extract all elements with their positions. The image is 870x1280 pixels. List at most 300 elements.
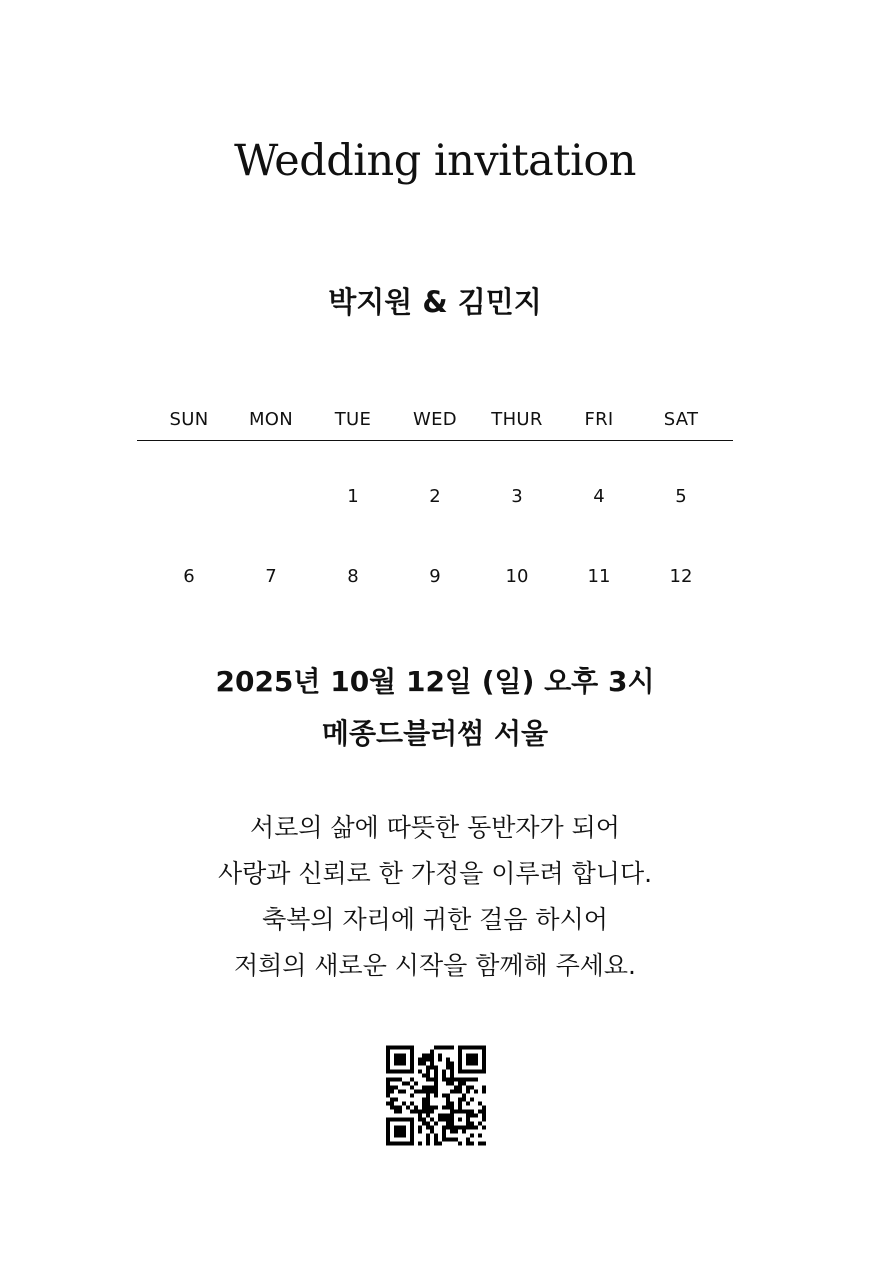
qr-module (446, 1062, 450, 1066)
qr-module (446, 1082, 450, 1086)
qr-module (422, 1090, 426, 1094)
qr-module (434, 1070, 438, 1074)
weekday-fri: FRI (584, 408, 614, 430)
message-line: 서로의 삶에 따뜻한 동반자가 되어 (250, 813, 620, 842)
qr-module (418, 1118, 422, 1122)
qr-module (386, 1086, 390, 1090)
qr-module (454, 1126, 458, 1130)
qr-module (446, 1066, 450, 1070)
qr-module (398, 1054, 402, 1058)
qr-module (390, 1078, 394, 1082)
qr-module (478, 1142, 482, 1146)
qr-module (458, 1126, 462, 1130)
qr-module (470, 1070, 474, 1074)
qr-module (470, 1078, 474, 1082)
qr-module (394, 1086, 398, 1090)
calendar-day: 8 (347, 565, 359, 587)
qr-module (482, 1066, 486, 1070)
qr-module (442, 1126, 446, 1130)
qr-module (386, 1138, 390, 1142)
qr-module (398, 1078, 402, 1082)
qr-module (426, 1054, 430, 1058)
qr-module (434, 1122, 438, 1126)
qr-module (398, 1090, 402, 1094)
qr-module (418, 1058, 422, 1062)
qr-module (402, 1090, 406, 1094)
qr-module (410, 1058, 414, 1062)
qr-module (434, 1078, 438, 1082)
qr-module (466, 1126, 470, 1130)
qr-module (410, 1110, 414, 1114)
qr-module (470, 1098, 474, 1102)
qr-module (478, 1070, 482, 1074)
qr-module (394, 1142, 398, 1146)
qr-module (410, 1054, 414, 1058)
qr-module (394, 1098, 398, 1102)
qr-module (402, 1070, 406, 1074)
qr-module (478, 1102, 482, 1106)
qr-module (406, 1106, 410, 1110)
qr-module (406, 1118, 410, 1122)
qr-module (434, 1134, 438, 1138)
qr-module (474, 1046, 478, 1050)
qr-module (410, 1094, 414, 1098)
qr-module (458, 1082, 462, 1086)
calendar-week-1 (148, 456, 722, 536)
qr-module (466, 1046, 470, 1050)
qr-module (450, 1106, 454, 1110)
qr-module (422, 1054, 426, 1058)
weekday-mon: MON (248, 408, 294, 430)
qr-module (458, 1118, 462, 1122)
qr-module (394, 1110, 398, 1114)
qr-module (398, 1130, 402, 1134)
qr-module (426, 1106, 430, 1110)
message-line: 저희의 새로운 시작을 함께해 주세요. (234, 951, 636, 980)
qr-module (438, 1142, 442, 1146)
qr-module (466, 1110, 470, 1114)
qr-module (434, 1086, 438, 1090)
calendar-day: 4 (593, 485, 605, 507)
qr-module (458, 1086, 462, 1090)
qr-module (406, 1070, 410, 1074)
qr-module (454, 1138, 458, 1142)
qr-module (386, 1094, 390, 1098)
qr-module (402, 1046, 406, 1050)
qr-module (478, 1134, 482, 1138)
qr-module (390, 1046, 394, 1050)
calendar-day: 5 (675, 485, 687, 507)
qr-module (466, 1058, 470, 1062)
qr-module (446, 1046, 450, 1050)
qr-module (398, 1106, 402, 1110)
qr-module (394, 1062, 398, 1066)
weekday-wed: WED (413, 408, 457, 430)
qr-module (442, 1070, 446, 1074)
qr-module (450, 1090, 454, 1094)
qr-module (418, 1070, 422, 1074)
qr-module (386, 1090, 390, 1094)
qr-module (406, 1046, 410, 1050)
qr-module (466, 1090, 470, 1094)
qr-module (434, 1142, 438, 1146)
qr-module (426, 1122, 430, 1126)
qr-module (386, 1122, 390, 1126)
qr-module (458, 1106, 462, 1110)
qr-module (394, 1078, 398, 1082)
qr-module (482, 1058, 486, 1062)
qr-module (398, 1070, 402, 1074)
qr-module (426, 1138, 430, 1142)
qr-module (438, 1054, 442, 1058)
qr-module (386, 1078, 390, 1082)
qr-module (442, 1094, 446, 1098)
qr-module (402, 1142, 406, 1146)
weekday-sat: SAT (663, 408, 699, 430)
qr-module (394, 1054, 398, 1058)
qr-module (466, 1054, 470, 1058)
qr-module (450, 1110, 454, 1114)
message-line: 축복의 자리에 귀한 걸음 하시어 (262, 905, 608, 934)
qr-module (470, 1122, 474, 1126)
qr-module (442, 1130, 446, 1134)
qr-module (470, 1058, 474, 1062)
qr-module (426, 1070, 430, 1074)
qr-module (466, 1122, 470, 1126)
qr-module (402, 1118, 406, 1122)
qr-module (410, 1102, 414, 1106)
qr-module (458, 1098, 462, 1102)
qr-module (434, 1082, 438, 1086)
qr-module (422, 1102, 426, 1106)
qr-module (434, 1074, 438, 1078)
qr-module (482, 1054, 486, 1058)
qr-module (450, 1122, 454, 1126)
qr-module (386, 1126, 390, 1130)
qr-module (438, 1046, 442, 1050)
qr-module (466, 1118, 470, 1122)
qr-module (470, 1134, 474, 1138)
qr-module (474, 1070, 478, 1074)
qr-module (426, 1110, 430, 1114)
qr-module (386, 1130, 390, 1134)
qr-module (466, 1070, 470, 1074)
qr-module (462, 1046, 466, 1050)
qr-module (450, 1082, 454, 1086)
qr-module (474, 1126, 478, 1130)
calendar-day-wedding: 12 (669, 565, 693, 587)
qr-module (394, 1058, 398, 1062)
qr-module (402, 1126, 406, 1130)
qr-module (482, 1118, 486, 1122)
qr-module (458, 1058, 462, 1062)
qr-module (430, 1090, 434, 1094)
qr-module (398, 1058, 402, 1062)
qr-module (458, 1090, 462, 1094)
qr-module (426, 1066, 430, 1070)
calendar-day: 1 (347, 485, 359, 507)
qr-module (482, 1062, 486, 1066)
qr-module (422, 1074, 426, 1078)
qr-module (482, 1050, 486, 1054)
qr-module (458, 1142, 462, 1146)
qr-module (410, 1066, 414, 1070)
qr-module (466, 1062, 470, 1066)
qr-module (390, 1098, 394, 1102)
qr-module (450, 1070, 454, 1074)
qr-module (394, 1118, 398, 1122)
qr-module (394, 1134, 398, 1138)
qr-module (402, 1058, 406, 1062)
qr-module (426, 1142, 430, 1146)
qr-module (462, 1130, 466, 1134)
qr-module (466, 1138, 470, 1142)
qr-module (410, 1046, 414, 1050)
qr-module (386, 1102, 390, 1106)
event-details (0, 656, 870, 760)
qr-module (482, 1142, 486, 1146)
qr-module (434, 1138, 438, 1142)
qr-module (446, 1106, 450, 1110)
weekday-thur: THUR (491, 408, 543, 430)
qr-module (466, 1086, 470, 1090)
qr-module (418, 1126, 422, 1130)
qr-module (398, 1110, 402, 1114)
qr-module (410, 1118, 414, 1122)
qr-module (386, 1142, 390, 1146)
qr-module (442, 1074, 446, 1078)
qr-module (470, 1086, 474, 1090)
qr-module (426, 1078, 430, 1082)
qr-module (462, 1094, 466, 1098)
qr-module (422, 1062, 426, 1066)
qr-module (410, 1142, 414, 1146)
qr-module (426, 1134, 430, 1138)
qr-module (462, 1126, 466, 1130)
qr-module (454, 1110, 458, 1114)
qr-module (442, 1046, 446, 1050)
calendar-weekday-header (148, 400, 722, 438)
qr-module (458, 1066, 462, 1070)
event-datetime: 2025년 10월 12일 (일) 오후 3시 (215, 665, 655, 698)
qr-module (430, 1066, 434, 1070)
qr-module (422, 1122, 426, 1126)
weekday-sun: SUN (169, 408, 209, 430)
qr-module (442, 1134, 446, 1138)
qr-module (430, 1062, 434, 1066)
qr-module (430, 1126, 434, 1130)
qr-module (462, 1082, 466, 1086)
calendar-week-2 (148, 536, 722, 616)
qr-module (426, 1094, 430, 1098)
qr-module (410, 1086, 414, 1090)
qr-module (466, 1078, 470, 1082)
qr-module (450, 1118, 454, 1122)
qr-module (430, 1078, 434, 1082)
qr-module (446, 1114, 450, 1118)
qr-module (398, 1062, 402, 1066)
qr-module (474, 1058, 478, 1062)
qr-module (446, 1094, 450, 1098)
qr-module (446, 1102, 450, 1106)
qr-module (426, 1102, 430, 1106)
qr-module (430, 1058, 434, 1062)
qr-module (466, 1142, 470, 1146)
qr-module (434, 1046, 438, 1050)
qr-module (430, 1130, 434, 1134)
qr-module (422, 1118, 426, 1122)
qr-module (402, 1062, 406, 1066)
qr-module (390, 1102, 394, 1106)
qr-module (410, 1126, 414, 1130)
qr-module (430, 1086, 434, 1090)
qr-module (410, 1138, 414, 1142)
weekday-tue: TUE (334, 408, 372, 430)
qr-module (466, 1102, 470, 1106)
qr-module (390, 1118, 394, 1122)
qr-module (466, 1114, 470, 1118)
qr-module (438, 1058, 442, 1062)
qr-code-icon[interactable] (386, 1044, 486, 1147)
qr-module (470, 1110, 474, 1114)
qr-module (418, 1110, 422, 1114)
qr-module (470, 1054, 474, 1058)
qr-module (418, 1130, 422, 1134)
qr-module (390, 1106, 394, 1110)
qr-module (442, 1078, 446, 1082)
qr-module (482, 1046, 486, 1050)
qr-module (458, 1050, 462, 1054)
qr-module (470, 1126, 474, 1130)
qr-module (422, 1106, 426, 1110)
qr-module (446, 1118, 450, 1122)
qr-module (402, 1134, 406, 1138)
qr-module (458, 1110, 462, 1114)
qr-module (398, 1134, 402, 1138)
qr-module (386, 1046, 390, 1050)
qr-module (422, 1098, 426, 1102)
qr-module (482, 1106, 486, 1110)
qr-module (482, 1110, 486, 1114)
qr-module (422, 1086, 426, 1090)
qr-module (446, 1122, 450, 1126)
qr-module (426, 1098, 430, 1102)
qr-module (434, 1090, 438, 1094)
qr-module (446, 1138, 450, 1142)
qr-module (410, 1070, 414, 1074)
calendar-day: 2 (429, 485, 441, 507)
qr-module (406, 1082, 410, 1086)
qr-module (450, 1102, 454, 1106)
qr-module (430, 1118, 434, 1122)
qr-module (426, 1074, 430, 1078)
qr-module (406, 1142, 410, 1146)
qr-module (386, 1058, 390, 1062)
qr-module (470, 1062, 474, 1066)
event-venue: 메종드블러썸 서울 (321, 717, 549, 750)
qr-module (390, 1070, 394, 1074)
qr-module (474, 1054, 478, 1058)
qr-module (478, 1122, 482, 1126)
qr-module (394, 1106, 398, 1110)
qr-module (470, 1142, 474, 1146)
qr-module (426, 1090, 430, 1094)
qr-module (470, 1114, 474, 1118)
message-line: 사랑과 신뢰로 한 가정을 이루려 합니다. (217, 859, 653, 888)
qr-module (454, 1078, 458, 1082)
invitation-message (0, 805, 870, 989)
qr-module (426, 1126, 430, 1130)
qr-module (454, 1086, 458, 1090)
qr-module (450, 1046, 454, 1050)
qr-module (450, 1130, 454, 1134)
qr-module (386, 1082, 390, 1086)
qr-module (438, 1114, 442, 1118)
calendar (148, 400, 722, 616)
qr-module (418, 1062, 422, 1066)
calendar-day: 7 (265, 565, 277, 587)
qr-module (454, 1130, 458, 1134)
qr-module (394, 1130, 398, 1134)
calendar-day: 10 (505, 565, 529, 587)
qr-module (414, 1082, 418, 1086)
qr-module (462, 1070, 466, 1074)
qr-module (398, 1046, 402, 1050)
qr-module (478, 1110, 482, 1114)
qr-module (446, 1098, 450, 1102)
qr-module (386, 1050, 390, 1054)
qr-module (402, 1054, 406, 1058)
qr-module (450, 1114, 454, 1118)
qr-module (430, 1054, 434, 1058)
qr-module (418, 1090, 422, 1094)
qr-module (442, 1118, 446, 1122)
qr-module (430, 1106, 434, 1110)
qr-module (458, 1078, 462, 1082)
qr-module (394, 1126, 398, 1130)
qr-module (386, 1054, 390, 1058)
qr-module (434, 1106, 438, 1110)
calendar-day: 3 (511, 485, 523, 507)
qr-module (430, 1050, 434, 1054)
qr-module (446, 1078, 450, 1082)
qr-module (458, 1062, 462, 1066)
qr-module (450, 1066, 454, 1070)
qr-module (426, 1058, 430, 1062)
qr-module (450, 1074, 454, 1078)
qr-module (474, 1078, 478, 1082)
qr-module (386, 1066, 390, 1070)
qr-module (410, 1078, 414, 1082)
qr-module (458, 1070, 462, 1074)
qr-module (410, 1062, 414, 1066)
qr-module (434, 1094, 438, 1098)
calendar-day: 11 (587, 565, 611, 587)
qr-module (442, 1114, 446, 1118)
qr-module (438, 1118, 442, 1122)
qr-module (482, 1070, 486, 1074)
qr-module (414, 1090, 418, 1094)
qr-module (414, 1106, 418, 1110)
qr-module (394, 1070, 398, 1074)
qr-module (462, 1098, 466, 1102)
qr-module (422, 1110, 426, 1114)
qr-module (386, 1062, 390, 1066)
qr-module (454, 1090, 458, 1094)
calendar-day: 9 (429, 565, 441, 587)
qr-module (470, 1046, 474, 1050)
qr-module (462, 1078, 466, 1082)
